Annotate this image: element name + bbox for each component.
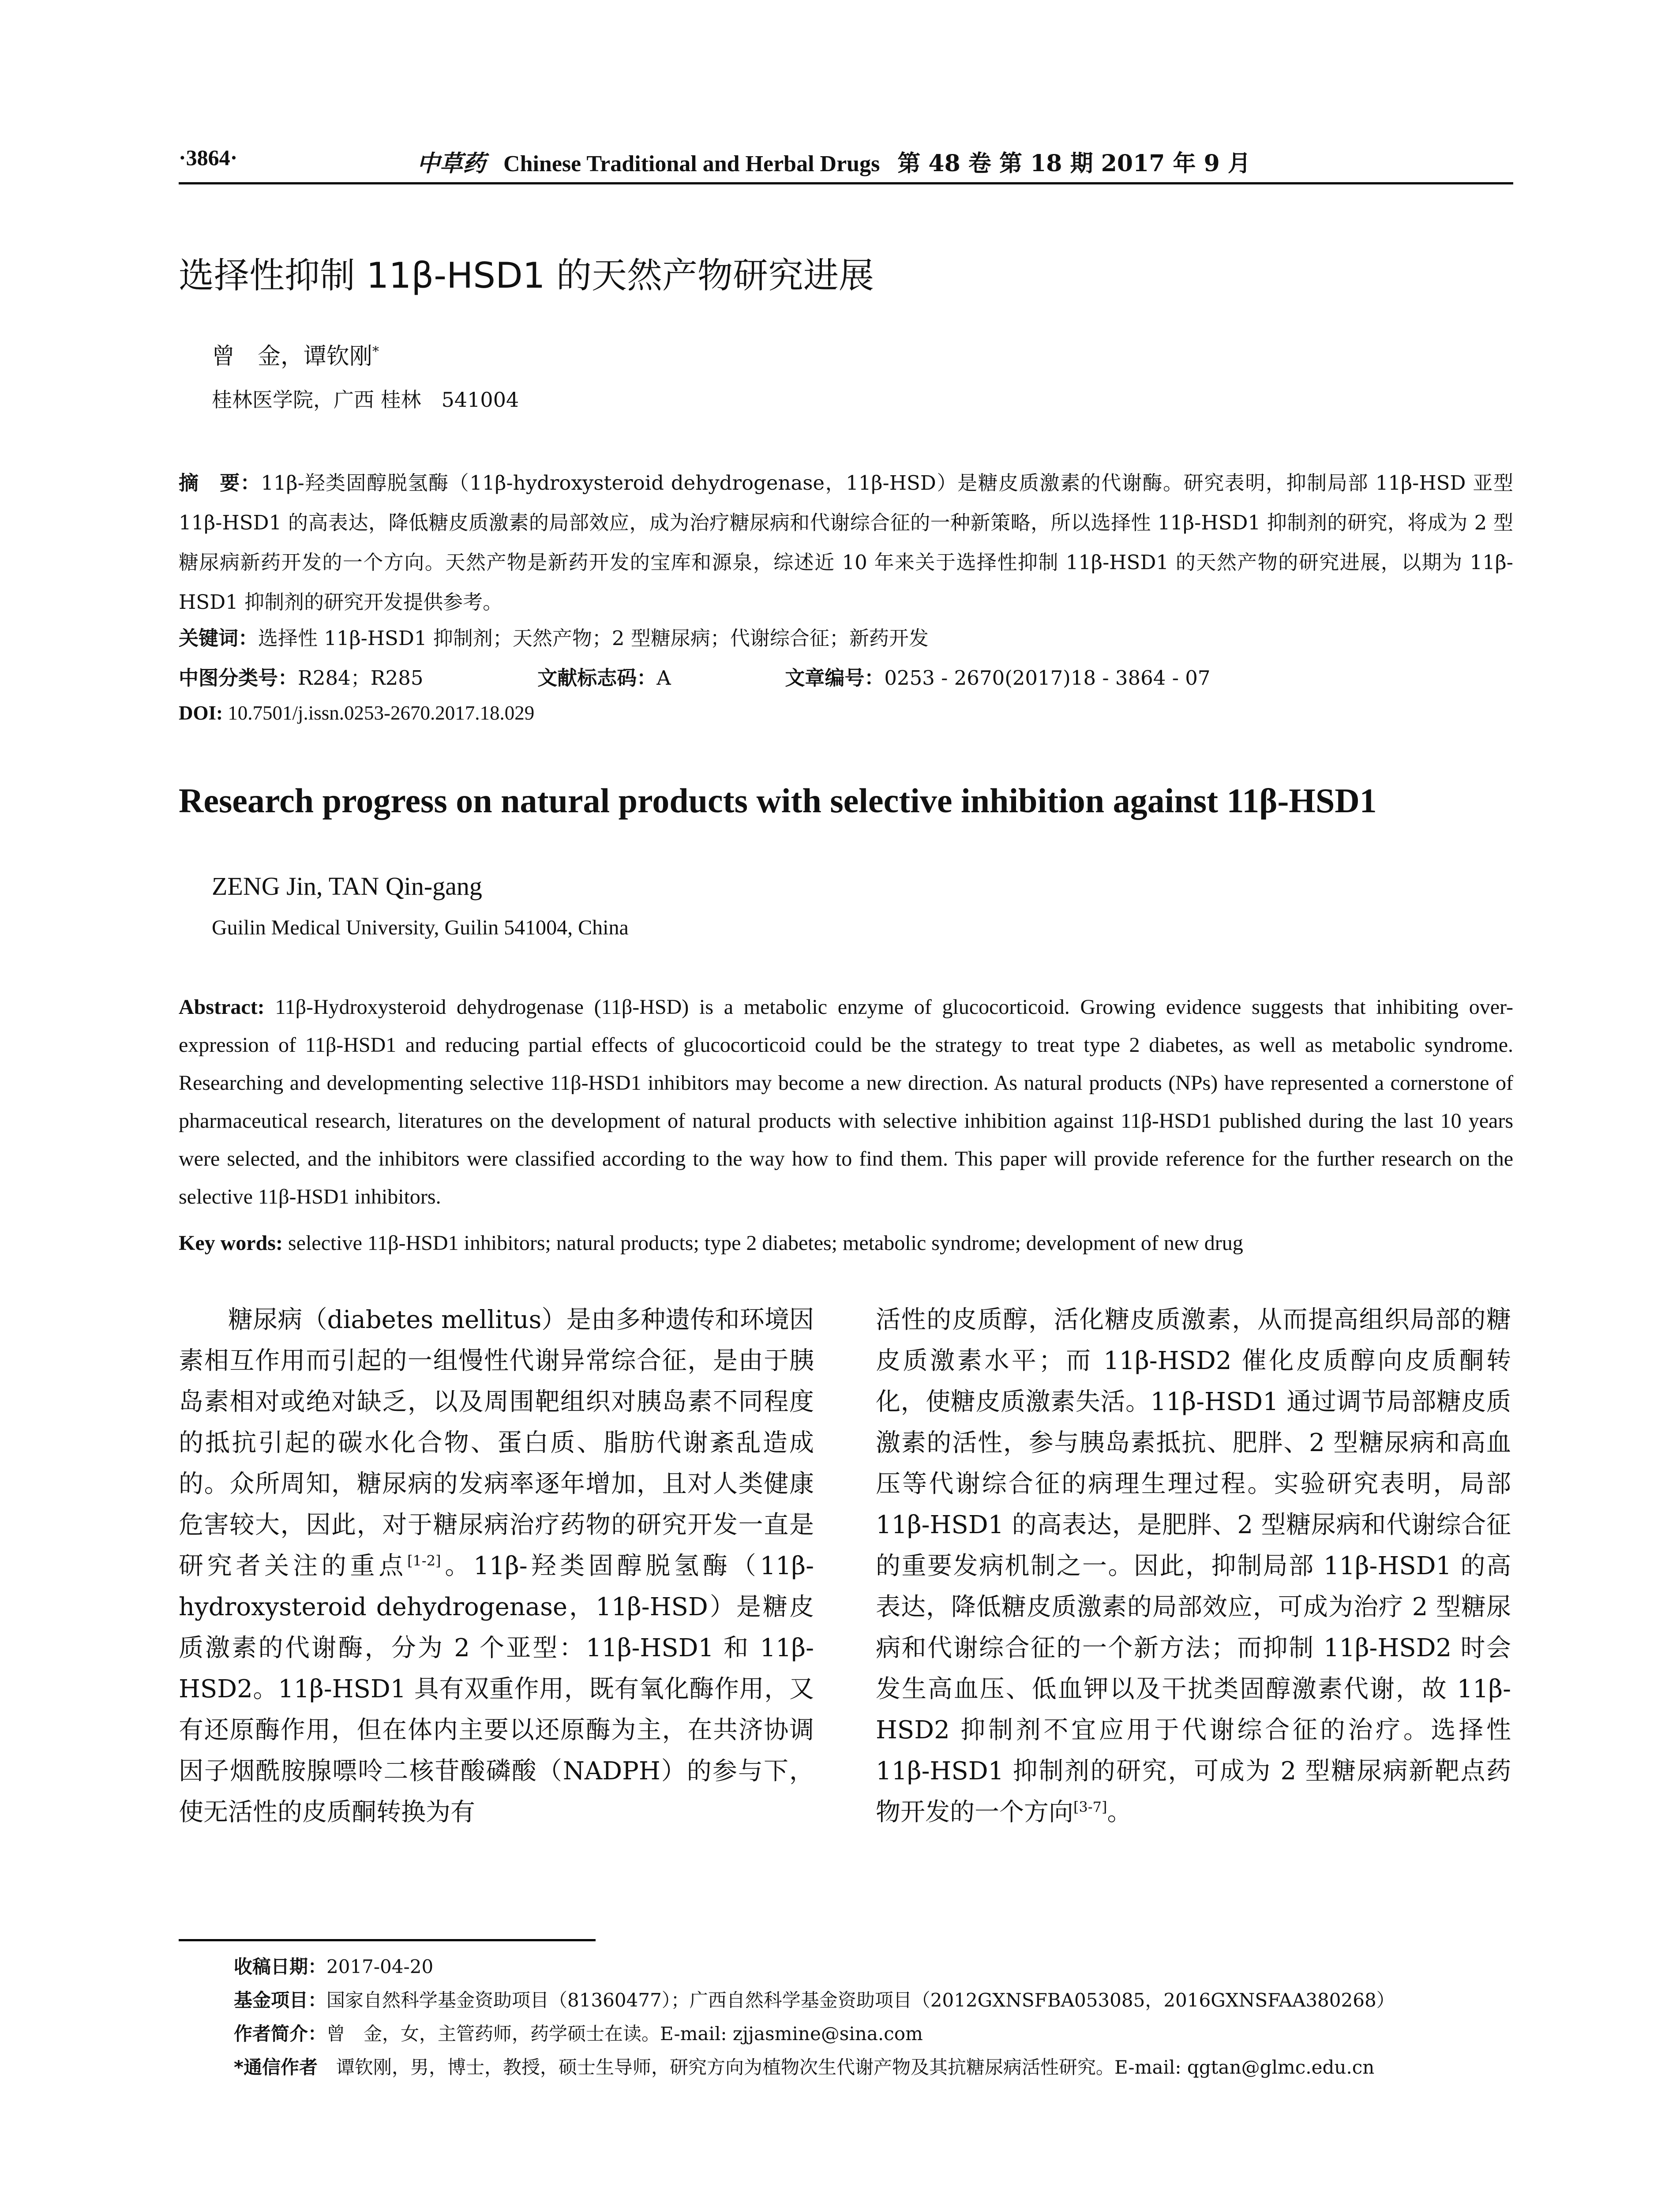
affiliation-en: Guilin Medical University, Guilin 541004, China: [212, 916, 629, 939]
citation-1-2[interactable]: [1-2]: [407, 1552, 441, 1569]
authors-en: ZENG Jin, TAN Qin-gang: [212, 872, 482, 900]
article-no-value: 0253 - 2670(2017)18 - 3864 - 07: [884, 666, 1211, 690]
journal-info: [417, 145, 1251, 178]
author-bio-value: 曾 金，女，主管药师，药学硕士在读。E-mail: zjjasmine@sina.com: [326, 2023, 923, 2045]
keywords-cn-text: 选择性 11β-HSD1 抑制剂；天然产物；2 型糖尿病；代谢综合征；新药开发: [258, 627, 929, 650]
clc-value: R284；R285: [298, 666, 424, 690]
abstract-cn: [179, 463, 1513, 622]
footnote-divider: [179, 1939, 596, 1941]
body-column-left: [179, 1299, 814, 1833]
keywords-en: [179, 1231, 1243, 1255]
citation-3-7[interactable]: [3-7]: [1073, 1798, 1107, 1816]
corresponding-label: *通信作者: [234, 2056, 318, 2078]
body-right-text-a: 活性的皮质醇，活化糖皮质激素，从而提高组织局部的糖皮质激素水平；而 11β-HSD2 催化皮质醇向皮质酮转化，使糖皮质激素失活。11β-HSD1 通过调节局部糖皮质激素的活性，参与胰岛素抵抗、肥胖、2 型糖尿病和高血压等代谢综合征的病理生理过程。实验研究表明，局部 11β-HSD1 的高表达，是肥胖、2 型糖尿病和代谢综合征的重要发病机制之一。因此，抑制局部 11β-HSD1 的高表达，降低糖皮质激素的局部效应，可成为治疗 2 型糖尿病和代谢综合征的一个新方法；而抑制 11β-HSD2 时会发生高血压、低血钾以及干扰类固醇激素代谢，故 11β-HSD2 抑制剂不宜应用于代谢综合征的治疗。选择性 11β-HSD1 抑制剂的研究，可成为 2 型糖尿病新靶点药物开发的一个方向: [876, 1306, 1511, 1827]
keywords-cn-label: 关键词：: [179, 627, 259, 650]
authors-cn: [212, 338, 379, 371]
corresponding-mark: *: [372, 344, 379, 360]
keywords-en-text: selective 11β-HSD1 inhibitors; natural products; type 2 diabetes; metabolic syndrome; development of new drug: [288, 1231, 1243, 1255]
footnotes: [234, 1950, 1395, 2084]
footnote-received: [234, 1950, 1395, 1984]
doi-line: [179, 702, 534, 724]
keywords-en-label: Key words:: [179, 1231, 283, 1255]
body-left-text-a: 糖尿病（diabetes mellitus）是由多种遗传和环境因素相互作用而引起的一组慢性代谢异常综合征，是由于胰岛素相对或绝对缺乏，以及周围靶组织对胰岛素不同程度的抵抗引起的碳水化合物、蛋白质、脂肪代谢紊乱造成的。众所周知，糖尿病的发病率逐年增加，且对人类健康危害较大，因此，对于糖尿病治疗药物的研究开发一直是研究者关注的重点: [179, 1306, 814, 1580]
author-bio-label: 作者简介：: [234, 2023, 327, 2045]
fund-label: 基金项目：: [234, 1989, 327, 2011]
keywords-cn: [179, 622, 929, 651]
received-label: 收稿日期：: [234, 1956, 327, 1977]
authors-cn-names: 曾 金，谭钦刚: [212, 343, 373, 370]
article-title-en: Research progress on natural products with selective inhibition against 11β-HSD1: [179, 781, 1377, 820]
footnote-fund: [234, 1984, 1395, 2017]
abstract-en-text: 11β-Hydroxysteroid dehydrogenase (11β-HSD) is a metabolic enzyme of glucocorticoid. Growing evidence suggests that inhibiting over-expression of 11β-HSD1 and reducing partial effects of glucocorticoid could be the strategy to treat type 2 diabetes, as well as metabolic syndrome. Researching and developmenting selective 11β-HSD1 inhibitors may become a new direction. As natural products (NPs) have represented a cornerstone of pharmaceutical research, literatures on the development of natural products with selective inhibition against 11β-HSD1 published during the last 10 years were selected, and the inhibitors were classified according to the way how to find them. This paper will provide reference for the further research on the selective 11β-HSD1 inhibitors.: [179, 995, 1514, 1208]
running-header: [179, 140, 1513, 184]
abstract-cn-text: 11β-羟类固醇脱氢酶（11β-hydroxysteroid dehydrogenase，11β-HSD）是糖皮质激素的代谢酶。研究表明，抑制局部 11β-HSD 亚型 11β-HSD1 的高表达，降低糖皮质激素的局部效应，成为治疗糖尿病和代谢综合征的一种新策略，所以选择性 11β-HSD1 抑制剂的研究，将成为 2 型糖尿病新药开发的一个方向。天然产物是新药开发的宝库和源泉，综述近 10 年来关于选择性抑制 11β-HSD1 的天然产物的研究进展，以期为 11β-HSD1 抑制剂的研究开发提供参考。: [179, 471, 1513, 614]
body-right-text-b: 。: [1107, 1798, 1132, 1827]
affiliation-cn: 桂林医学院，广西 桂林 541004: [212, 388, 519, 412]
page-number: ·3864·: [179, 145, 238, 170]
journal-name-en: Chinese Traditional and Herbal Drugs: [503, 151, 880, 176]
doi-value[interactable]: 10.7501/j.issn.0253-2670.2017.18.029: [228, 702, 535, 724]
corresponding-value: 谭钦刚，男，博士，教授，硕士生导师，研究方向为植物次生代谢产物及其抗糖尿病活性研究。E-mail: qgtan@glmc.edu.cn: [336, 2056, 1375, 2078]
journal-name-cn: 中草药: [417, 150, 486, 177]
abstract-cn-label: 摘 要：: [179, 471, 261, 495]
journal-volume: 第 48 卷 第 18 期 2017 年 9 月: [897, 150, 1251, 177]
received-value: 2017-04-20: [326, 1956, 434, 1977]
abstract-en: [179, 988, 1513, 1216]
footnote-author: [234, 2017, 1395, 2051]
classification-line: [179, 662, 1211, 690]
clc-label: 中图分类号：: [179, 666, 298, 690]
doc-code-value: A: [656, 666, 671, 690]
article-no-label: 文章编号：: [785, 666, 885, 690]
body-column-right: [876, 1299, 1511, 1833]
footnote-corresponding: [234, 2051, 1395, 2084]
fund-value: 国家自然科学基金资助项目（81360477）；广西自然科学基金资助项目（2012GXNSFBA053085，2016GXNSFAA380268）: [326, 1989, 1395, 2011]
body-left-text-b: 。11β-羟类固醇脱氢酶（11β-hydroxysteroid dehydrogenase，11β-HSD）是糖皮质激素的代谢酶，分为 2 个亚型：11β-HSD1 和 11β-HSD2。11β-HSD1 具有双重作用，既有氧化酶作用，又有还原酶作用，但在体内主要以还原酶为主，在共济协调因子烟酰胺腺嘌呤二核苷酸磷酸（NADPH）的参与下，使无活性的皮质酮转换为有: [179, 1552, 814, 1827]
article-title-cn: 选择性抑制 11β-HSD1 的天然产物研究进展: [179, 255, 874, 296]
doc-code-label: 文献标志码：: [537, 666, 657, 690]
abstract-en-label: Abstract:: [179, 995, 265, 1019]
doi-label: DOI:: [179, 702, 223, 724]
